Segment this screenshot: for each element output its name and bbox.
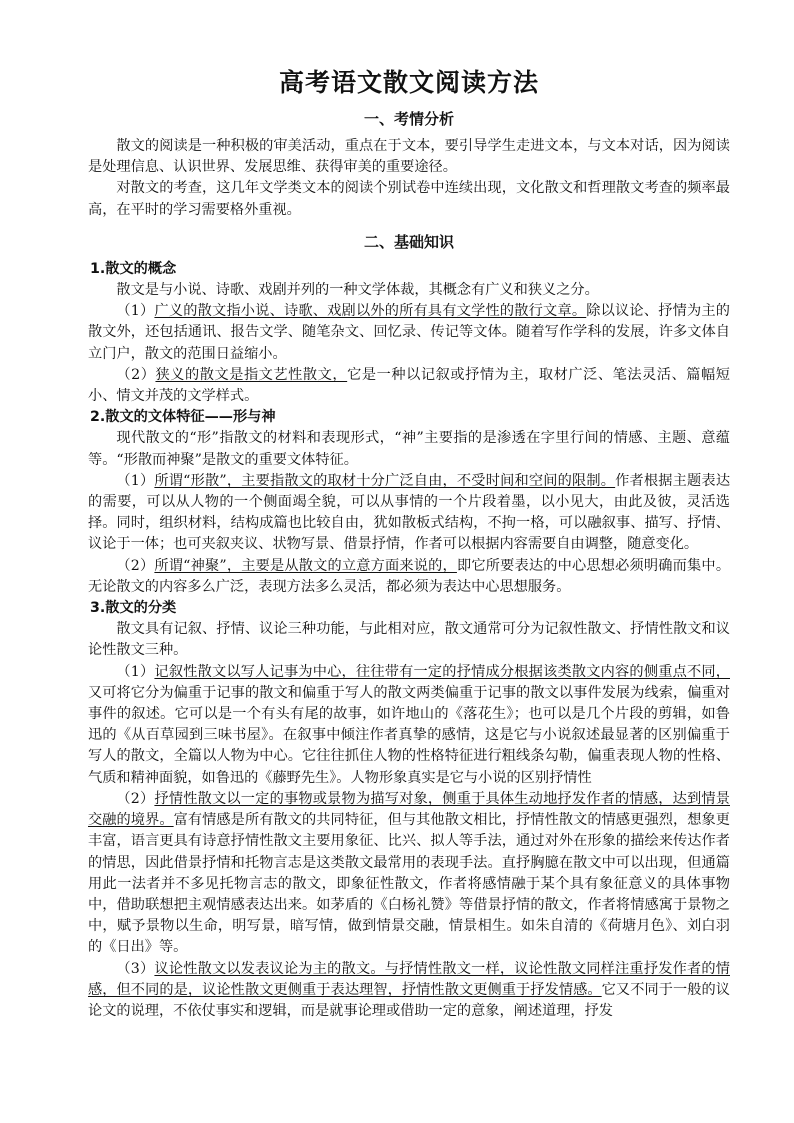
list-item bbox=[88, 959, 730, 1023]
paragraph: 散文的阅读是一种积极的审美活动，重点在于文本，要引导学生走进文本，与文本对话，因为阅读是处理信息、认识世界、发展思维、获得审美的重要途径。 bbox=[88, 138, 730, 176]
item-number: （1） bbox=[116, 472, 155, 489]
item-text: 富有情感是所有散文的共同特征，但与其他散文相比，抒情性散文的情感更强烈，想象更丰富，语言更具有诗意抒情性散文主要用象征、比兴、拟人等手法，通过对外在形象的描绘来传达作者的情思，因此借景抒情和托物言志是这类散文最常用的表现手法。直抒胸臆在散文中可以出现，但通篇用此一法者并不多见托物言志的散文，即象征性散文，作者将感情融于某个具有象征意义的具体事物中，借助联想把主观情感表达出来。如茅盾的《白杨礼赞》等借景抒情的散文，作者将情感寓于景物之中，赋予景物以生命，明写景，暗写情，做到情景交融，情景相生。如朱自清的《荷塘月色》、刘白羽的《日出》等。 bbox=[88, 812, 730, 956]
subheading-concept bbox=[88, 259, 730, 280]
paragraph: 散文是与小说、诗歌、戏剧并列的一种文学体裁，其概念有广义和狭义之分。 bbox=[116, 282, 599, 299]
underlined-text: 广义的散文指小说、诗歌、戏剧以外的所有具有文学性的散行文章。 bbox=[154, 303, 587, 320]
item-number: （2） bbox=[116, 557, 155, 574]
item-text: 除以议论、抒情为主的散文外，还包括通讯、报告文学、随笔杂文、回忆录、传记等文体。随着写作学科的发展，许多文体自立门户，散文的范围日益缩小。 bbox=[88, 303, 730, 362]
subheading-text: 2.散文的文体特征——形与神 bbox=[90, 409, 276, 426]
underlined-text: 记叙性散文以写人记事为中心，往往带有一定的抒情成分根据该类散文内容的侧重点不同， bbox=[154, 663, 730, 680]
item-number: （2） bbox=[116, 366, 156, 383]
subheading-text: 1.散文的概念 bbox=[90, 260, 177, 277]
list-item bbox=[88, 365, 730, 407]
item-text: 它又不同于一般的议论文的说理，不依仗事实和逻辑，而是就事论理或借助一定的意象，阐述道理，抒发 bbox=[88, 981, 730, 1019]
list-item bbox=[88, 301, 730, 365]
underlined-text: 抒情性散文以一定的事物或景物为描写对象，侧重于具体生动地抒发作者的情感，达到情景交融的境界。 bbox=[88, 790, 730, 829]
list-item bbox=[88, 662, 730, 789]
item-number: （1） bbox=[116, 663, 155, 680]
underlined-text: 议论性散文以发表议论为主的散文。与抒情性散文一样，议论性散文同样注重抒发作者的情感，但不同的是，议论性散文更侧重于表达理智，抒情性散文更侧重于抒发情感。 bbox=[88, 960, 730, 998]
subheading-text: 3.散文的分类 bbox=[90, 600, 177, 617]
subheading-features bbox=[88, 407, 730, 428]
paragraph: 现代散文的“形”指散文的材料和表现形式，“神”主要指的是渗透在字里行间的情感、主题、意蕴等。“形散而神聚”是散文的重要文体特征。 bbox=[88, 430, 730, 468]
item-number: （1） bbox=[116, 303, 155, 320]
document-page bbox=[88, 66, 730, 1022]
item-number: （3） bbox=[116, 960, 155, 977]
underlined-text: 狭义的散文是指文艺性散文， bbox=[155, 366, 348, 383]
item-text: 即它所要表达的中心思想必须明确而集中。无论散文的内容多么广泛，表现方法多么灵活，都必须为表达中心思想服务。 bbox=[88, 557, 731, 595]
underlined-text: 所谓“神聚”，主要是从散文的立意方面来说的， bbox=[154, 557, 457, 574]
item-text: 又可将它分为偏重于记事的散文和偏重于写人的散文两类偏重于记事的散文以事件发展为线索，偏重对事件的叙述。它可以是一个有头有尾的故事，如许地山的《落花生》；也可以是几个片段的剪辑，如鲁迅的《从百草园到三味书屋》。在叙事中倾注作者真挚的感情，这是它与小说叙述最显著的区别偏重于写人的散文，全篇以人物为中心。它往往抓住人物的性格特征进行粗线条勾勒，偏重表现人物的性格、气质和精神面貌，如鲁迅的《藤野先生》。人物形象真实是它与小说的区别抒情性 bbox=[88, 684, 730, 786]
paragraph: 散文具有记叙、抒情、议论三种功能，与此相对应，散文通常可分为记叙性散文、抒情性散文和议论性散文三种。 bbox=[88, 621, 730, 659]
item-text: 作者根据主题表达的需要，可以从人物的一个侧面竭全貌，可以从事情的一个片段着墨，以小见大，由此及彼，灵活选择。同时，组织材料，结构成篇也比较自由，犹如散板式结构，不拘一格，可以融叙事、描写、抒情、议论于一体；也可夹叙夹议、状物写景、借景抒情，作者可以根据内容需要自由调整，随意变化。 bbox=[88, 472, 731, 553]
item-number: （2） bbox=[116, 790, 155, 807]
section-heading-basics: 二、基础知识 bbox=[363, 232, 454, 251]
subheading-classification bbox=[88, 598, 730, 619]
item-text: 它是一种以记叙或抒情为主，取材广泛、笔法灵活、篇幅短小、情文并茂的文学样式。 bbox=[88, 366, 730, 405]
underlined-text: 所谓“形散”，主要指散文的取材十分广泛自由，不受时间和空间的限制。 bbox=[154, 472, 616, 489]
section-heading-analysis: 一、考情分析 bbox=[363, 110, 454, 128]
list-item bbox=[88, 556, 730, 598]
page-title: 高考语文散文阅读方法 bbox=[278, 68, 539, 97]
list-item bbox=[88, 789, 730, 959]
list-item bbox=[88, 471, 730, 556]
paragraph: 对散文的考查，这几年文学类文本的阅读个别试卷中连续出现，文化散文和哲理散文考查的频率最高，在平时的学习需要格外重视。 bbox=[88, 180, 730, 218]
